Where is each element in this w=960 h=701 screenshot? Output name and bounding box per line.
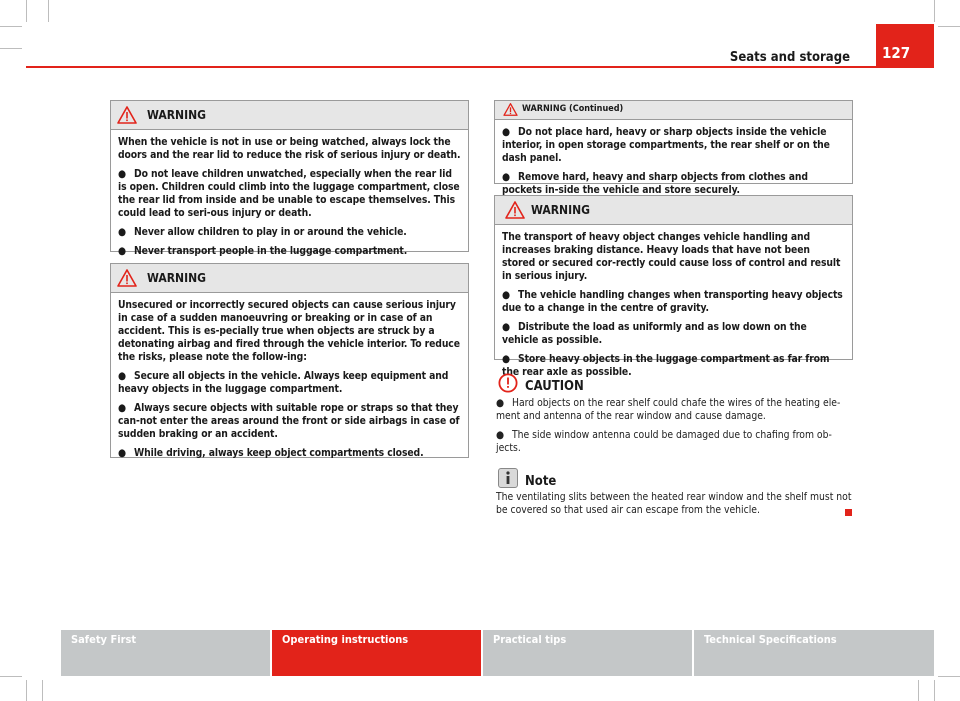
footer-tab-practical[interactable]: Practical tips [483,630,692,676]
caution-icon [498,373,518,393]
warning-box-continued [494,100,853,196]
warning-title: WARNING [531,203,590,217]
page-number-tab [876,24,934,68]
warning-intro: The transport of heavy object changes vehicle handling and increases braking distance. Heavy loads that have not been stored or secured cor-rectly could cause loss of control and result in serious injury. [502,231,841,282]
warning-body [495,225,852,385]
warning-header [111,264,468,293]
warning-bullet: ● Remove hard, heavy and sharp objects from clothes and pockets in-side the vehicle and store securely. [502,171,808,196]
warning-intro: When the vehicle is not in use or being watched, always lock the doors and the rear lid to reduce the risk of serious injury or death. [118,136,461,161]
note-body: The ventilating slits between the heated rear window and the shelf must not be covered so that used air can escape from the vehicle. [496,491,852,516]
note-title: Note [525,474,557,489]
warning-title: WARNING [147,271,206,285]
bullet-icon: ● [118,168,126,180]
warning-triangle-icon [503,103,518,116]
warning-bullet: ● Never transport people in the luggage compartment. [118,245,408,257]
warning-bullet: ● Do not leave children unwatched, especially when the rear lid is open. Children could climb into the luggage compartment, close the rear lid from inside and be unable to escape themselves. This could lead to seri-ous injury or death. [118,168,460,219]
crop-mark [938,676,960,677]
bullet-icon: ● [118,245,126,257]
warning-intro: Unsecured or incorrectly secured objects can cause serious injury in case of a sudden manoeuvring or breaking or in case of an accident. This is es-pecially true when objects are struck by a detonating airbag and fired through the vehicle interior. To reduce the risks, please note the follow-ing: [118,299,460,363]
crop-mark [0,676,22,677]
warning-header [111,101,468,130]
footer-tab-technical[interactable]: Technical Specifications [694,630,934,676]
warning-bullet: ● Store heavy objects in the luggage compartment as far from the rear axle as possible. [502,353,830,378]
bullet-icon: ● [118,226,126,238]
crop-mark [48,0,49,22]
end-of-section-marker [845,509,852,516]
warning-bullet: ● While driving, always keep object compartments closed. [118,447,424,459]
bullet-icon: ● [496,397,505,409]
warning-box-3 [494,195,853,378]
bullet-icon: ● [502,321,510,333]
footer-tab-operating[interactable]: Operating instructions [272,630,481,676]
crop-mark [0,48,22,49]
crop-mark [934,0,935,22]
warning-body [111,293,468,466]
warning-header [495,101,852,120]
crop-mark [26,680,27,701]
warning-bullet: ● Never allow children to play in or around the vehicle. [118,226,407,238]
warning-title: WARNING (Continued) [522,104,624,114]
warning-triangle-icon [505,201,525,219]
warning-bullet: ● The vehicle handling changes when transporting heavy objects due to a change in the centre of gravity. [502,289,843,314]
warning-header [495,196,852,225]
warning-box-1 [110,100,469,257]
caution-body [496,397,856,461]
crop-mark [934,680,935,701]
warning-box-2 [110,263,469,458]
note-info-icon [498,468,518,488]
warning-bullet: ● Distribute the load as uniformly and as low down on the vehicle as possible. [502,321,807,346]
bullet-icon: ● [502,126,510,138]
caution-bullet: ● Hard objects on the rear shelf could chafe the wires of the heating ele-ment and antenna of the rear window and cause damage. [496,397,841,422]
warning-bullet: ● Secure all objects in the vehicle. Always keep equipment and heavy objects in the luggage compartment. [118,370,449,395]
crop-mark [26,0,27,22]
bullet-icon: ● [502,289,510,301]
warning-triangle-icon [117,106,137,124]
section-title: Seats and storage [729,50,850,65]
bullet-icon: ● [502,171,510,183]
warning-body [111,130,468,264]
bullet-icon: ● [502,353,510,365]
crop-mark [938,26,960,27]
bullet-icon: ● [496,429,505,441]
bullet-icon: ● [118,402,126,414]
footer-tab-safety[interactable]: Safety First [61,630,270,676]
page-number: 127 [882,44,911,62]
crop-mark [0,26,22,27]
bullet-icon: ● [118,370,126,382]
warning-bullet: ● Always secure objects with suitable rope or straps so that they can-not enter the areas around the front or side airbags in case of sudden braking or an accident. [118,402,460,440]
caution-title: CAUTION [525,379,584,394]
crop-mark [42,680,43,701]
warning-triangle-icon [117,269,137,287]
caution-bullet: ● The side window antenna could be damaged due to chafing from ob-jects. [496,429,832,454]
warning-body [495,120,852,203]
warning-bullet: ● Do not place hard, heavy or sharp objects inside the vehicle interior, in open storage compartments, the rear shelf or on the dash panel. [502,126,830,164]
warning-title: WARNING [147,108,206,122]
bullet-icon: ● [118,447,126,459]
header-rule [26,66,876,68]
crop-mark [918,680,919,701]
